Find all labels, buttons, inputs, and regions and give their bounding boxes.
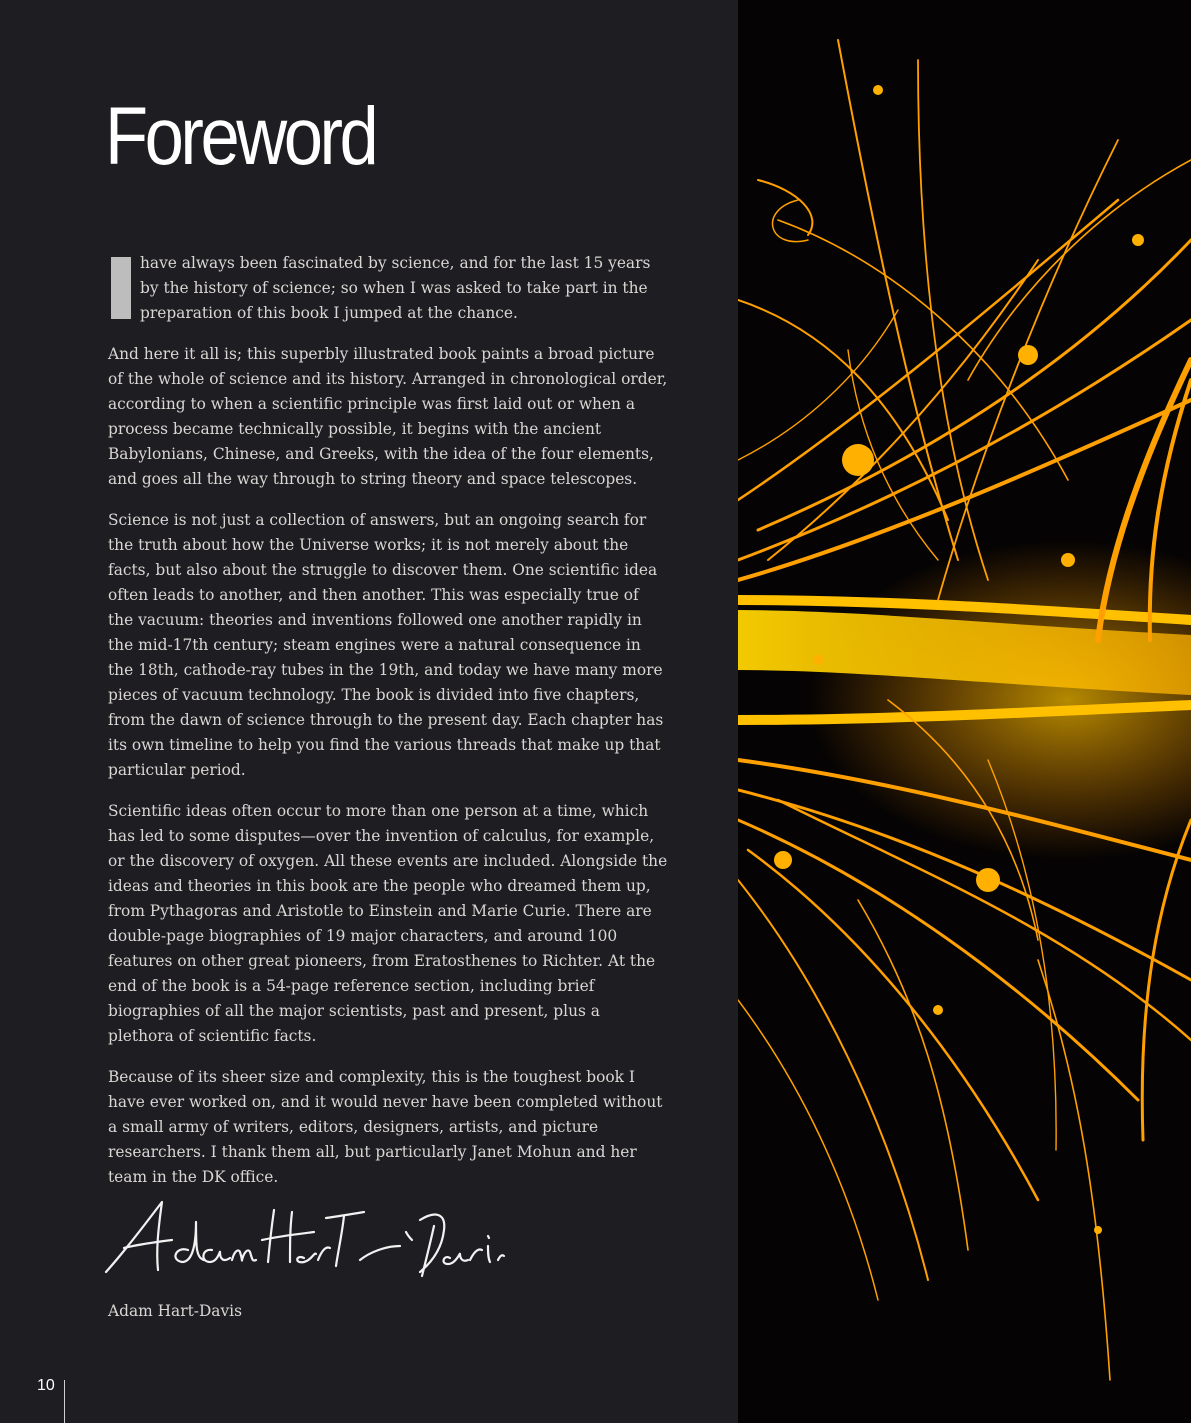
folio-rule	[64, 1380, 65, 1423]
paragraph-1-text: have always been fascinated by science, and for the last 15 years by the history of science; so when I was asked to take part in the preparation of this book I jumped at the chance.	[140, 254, 651, 322]
drop-cap	[111, 257, 131, 319]
paragraph-1	[108, 251, 668, 326]
page-number: 10	[37, 1377, 55, 1394]
foreword-body	[108, 251, 668, 1206]
paragraph-5: Because of its sheer size and complexity, this is the toughest book I have ever worked on, and it would never have been completed without a small army of writers, editors, designers, artists, and picture researchers. I thank them all, but particularly Janet Mohun and her team in the DK office.	[108, 1068, 663, 1186]
particle-tracks-image	[738, 0, 1191, 1423]
handwritten-signature	[100, 1190, 520, 1285]
page-title: Foreword	[105, 91, 376, 182]
paragraph-3: Science is not just a collection of answers, but an ongoing search for the truth about how the Universe works; it is not merely about the facts, but also about the struggle to discover them. One scientific idea often leads to another, and then another. This was especially true of the vacuum: theories and inventions followed one another rapidly in the mid-17th century; steam engines were a natural consequence in the 18th, cathode-ray tubes in the 19th, and today we have many more pieces of vacuum technology. The book is divided into five chapters, from the dawn of science through to the present day. Each chapter has its own timeline to help you find the various threads that make up that particular period.	[108, 511, 664, 779]
paragraph-2: And here it all is; this superbly illustrated book paints a broad picture of the whole of science and its history. Arranged in chronological order, according to when a scientific principle was first laid out or when a process became technically possible, it begins with the ancient Babylonians, Chinese, and Greeks, with the idea of the four elements, and goes all the way through to string theory and space telescopes.	[108, 345, 668, 488]
particle-tracks-graphic	[738, 0, 1191, 1423]
author-name: Adam Hart-Davis	[108, 1302, 242, 1320]
paragraph-4: Scientific ideas often occur to more than one person at a time, which has led to some disputes—over the invention of calculus, for example, or the discovery of oxygen. All these events are included. Alongside the ideas and theories in this book are the people who dreamed them up, from Pythagoras and Aristotle to Einstein and Marie Curie. There are double-page biographies of 19 major characters, and around 100 features on other great pioneers, from Eratosthenes to Richter. At the end of the book is a 54-page reference section, including brief biographies of all the major scientists, past and present, plus a plethora of scientific facts.	[108, 802, 668, 1045]
